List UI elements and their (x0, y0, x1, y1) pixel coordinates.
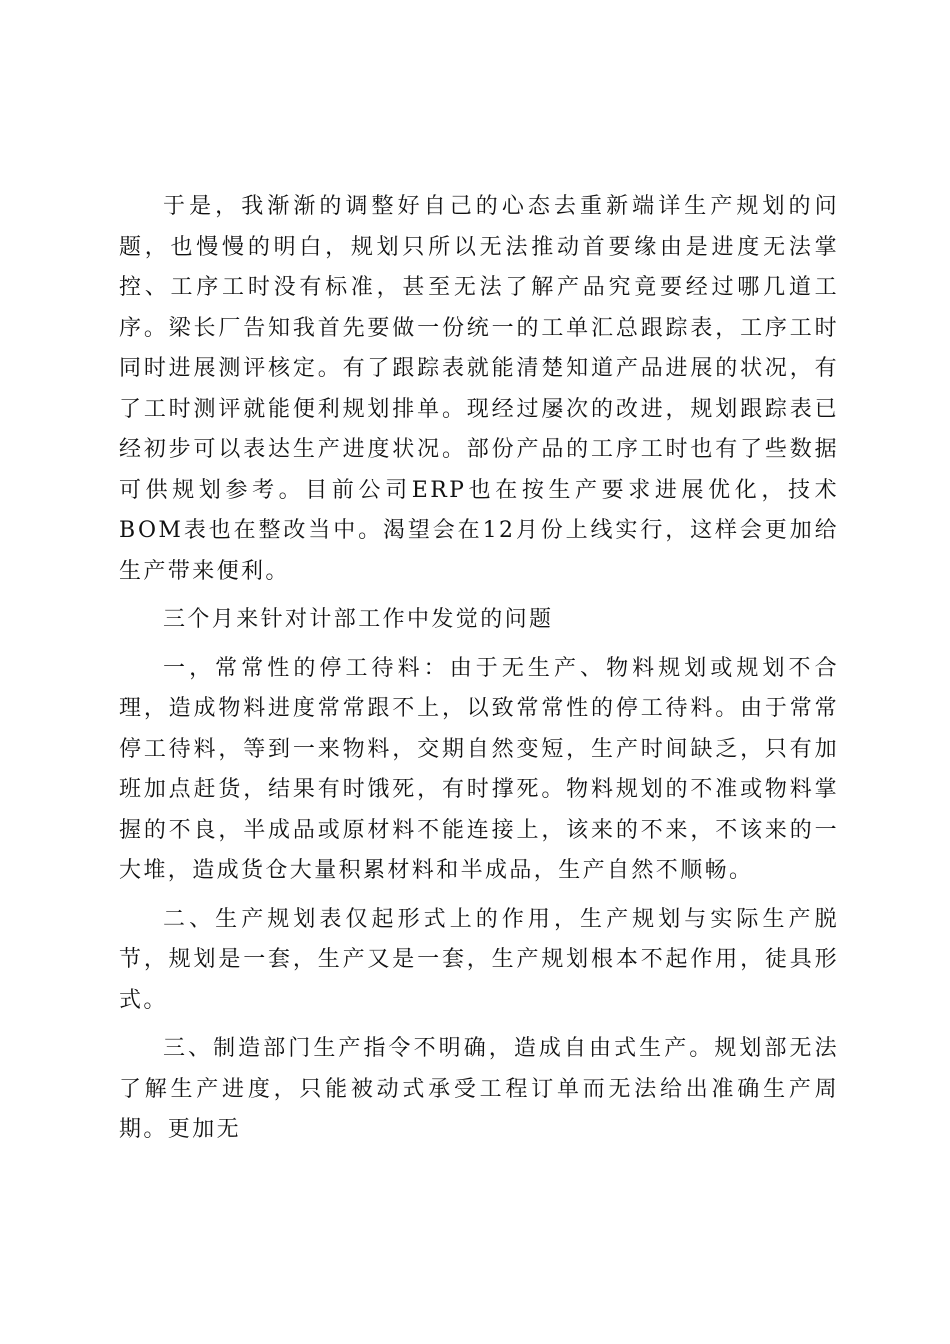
paragraph-issue-three: 三、制造部门生产指令不明确，造成自由式生产。规划部无法了解生产进度，只能被动式承受工程订单而无法给出准确生产周期。更加无 (119, 1036, 839, 1142)
paragraph-issue-one: 一，常常性的停工待料：由于无生产、物料规划或规划不合理，造成物料进度常常跟不上，以致常常性的停工待料。由于常常停工待料，等到一来物料，交期自然变短，生产时间缺乏，只有加班加点赶货，结果有时饿死，有时撑死。物料规划的不准或物料掌握的不良，半成品或原材料不能连接上，该来的不来，不该来的一大堆，造成货仓大量积累材料和半成品，生产自然不顺畅。 (119, 655, 839, 883)
paragraph-planning-progress: 于是，我渐渐的调整好自己的心态去重新端详生产规划的问题，也慢慢的明白，规划只所以无法推动首要缘由是进度无法掌控、工序工时没有标准，甚至无法了解产品究竟要经过哪几道工序。梁长厂告知我首先要做一份统一的工单汇总跟踪表，工序工时同时进展测评核定。有了跟踪表就能清楚知道产品进展的状况，有了工时测评就能便利规划排单。现经过屡次的改进，规划跟踪表已经初步可以表达生产进度状况。部份产品的工序工时也有了些数据可供规划参考。目前公司ERP也在按生产要求进展优化，技术BOM表也在整改当中。渴望会在12月份上线实行，这样会更加给生产带来便利。 (119, 194, 839, 584)
paragraph-issue-two: 二、生产规划表仅起形式上的作用，生产规划与实际生产脱节，规划是一套，生产又是一套，生产规划根本不起作用，徒具形式。 (119, 906, 839, 1013)
document-body (119, 187, 839, 1151)
paragraph-issues-heading: 三个月来针对计部工作中发觉的问题 (163, 607, 554, 632)
